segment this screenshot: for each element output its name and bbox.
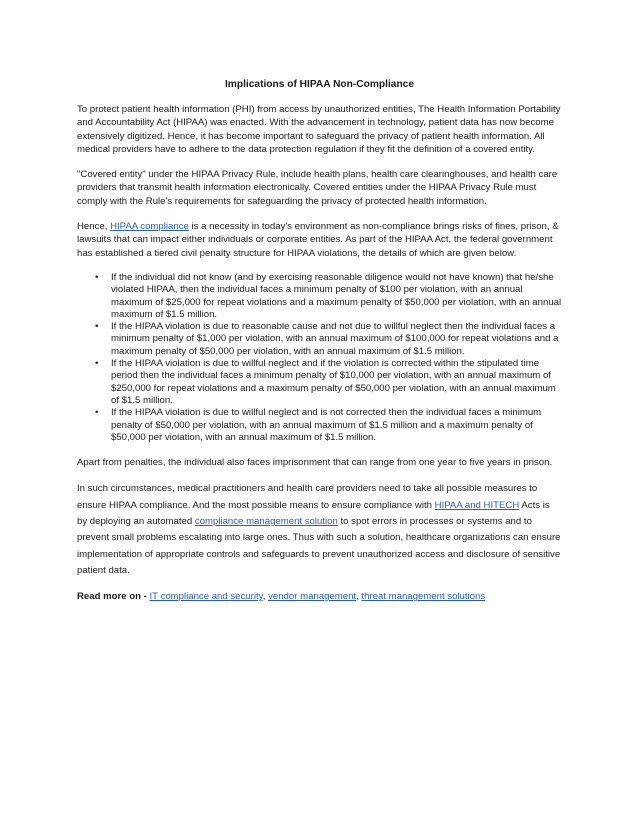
paragraph-text: In such circumstances, medical practitioners and health care providers need to take all possible measures to ensure HIPAA compliance. And the most possible means to ensure compliance with (77, 483, 538, 511)
list-item (77, 321, 562, 358)
list-item (77, 272, 562, 321)
paragraph-text: to spot errors in processes or systems and to prevent small problems escalating into large ones. Thus with such a solution, healthcare organizations can ensure implementation of appropriate controls and safeguards to prevent unauthorized access and disclosure of sensitive patient data. (77, 516, 561, 576)
paragraph-text: is a necessity in today's environment as non-compliance brings risks of fines, prison, & lawsuits that can impact either individuals or corporate entities. As part of the HIPAA Act, the federal government has established a tiered civil penalty structure for HIPAA violations, the details of which are given below. (77, 221, 559, 259)
read-more-line (77, 590, 562, 603)
list-item-text: If the HIPAA violation is due to reasonable cause and not due to willful neglect then the individual faces a minimum penalty of $1,000 per violation, with an annual maximum of $100,000 for repeat violations and a maximum penalty of $50,000 per violation, with an annual maximum of $1.5 million. (111, 321, 559, 357)
list-item-text: If the individual did not know (and by exercising reasonable diligence would not have known) that he/she violated HIPAA, then the individual faces a minimum penalty of $100 per violation, with an annual maximum of $25,000 for repeat violations and a maximum penalty of $50,000 per violation, with an annual maximum of $1.5 million. (111, 271, 562, 320)
hipaa-hitech-link[interactable]: HIPAA and HITECH (434, 499, 520, 511)
it-compliance-security-link[interactable]: IT compliance and security (149, 591, 263, 603)
page-title: Implications of HIPAA Non-Compliance (224, 79, 415, 90)
list-item (77, 407, 562, 444)
separator: , (356, 591, 362, 603)
vendor-management-link[interactable]: vendor management (268, 591, 357, 603)
compliance-paragraph (77, 481, 562, 579)
paragraph-text: Acts is by deploying an automated (77, 499, 550, 528)
threat-management-solutions-link[interactable]: threat management solutions (361, 591, 486, 603)
imprisonment-paragraph: Apart from penalties, the individual also faces imprisonment that can range from one year to five years in prison. (77, 457, 553, 469)
separator: , (262, 591, 269, 603)
hipaa-compliance-link[interactable]: HIPAA compliance (110, 221, 189, 233)
list-item (77, 358, 562, 407)
bullet-icon: • (95, 358, 99, 370)
intro-paragraph: To protect patient health information (PHI) from access by unauthorized entities, The Health Information Portability and Accountability Act (HIPAA) was enacted. With the advancement in technology, patient data has now become extensively digitized. Hence, it has become important to safeguard the privacy of patient health information. All medical providers have to adhere to the data protection regulation if they fit the definition of a covered entity. (77, 104, 561, 155)
bullet-icon: • (95, 407, 99, 419)
bullet-icon: • (95, 271, 99, 283)
penalty-intro-paragraph (77, 220, 562, 260)
paragraph-text: Hence, (77, 221, 111, 233)
list-item-text: If the HIPAA violation is due to willful neglect and if the violation is corrected within the stipulated time period then the individual faces a minimum penalty of $10,000 per violation, with an annual maximum of $250,000 for repeat violations and a maximum penalty of $50,000 per violation, with an annual maximum of $1.5 million. (111, 358, 556, 406)
list-item-text: If the HIPAA violation is due to willful neglect and is not corrected then the individual faces a minimum penalty of $50,000 per violation, with an annual maximum of $1.5 million and a maximum penalty of $50,000 per violation, with an annual maximum of $1.5 million. (111, 407, 542, 443)
compliance-management-solution-link[interactable]: compliance management solution (194, 516, 338, 528)
penalty-list (77, 272, 562, 444)
bullet-icon: • (95, 321, 99, 333)
covered-entity-paragraph: "Covered entity" under the HIPAA Privacy Rule, include health plans, health care clearinghouses, and health care providers that transmit health information electronically. Covered entities under the HIPAA Privacy Rule must comply with the Rule's requirements for safeguarding the privacy of protected health information. (77, 169, 558, 207)
read-more-label: Read more on - (77, 591, 150, 603)
